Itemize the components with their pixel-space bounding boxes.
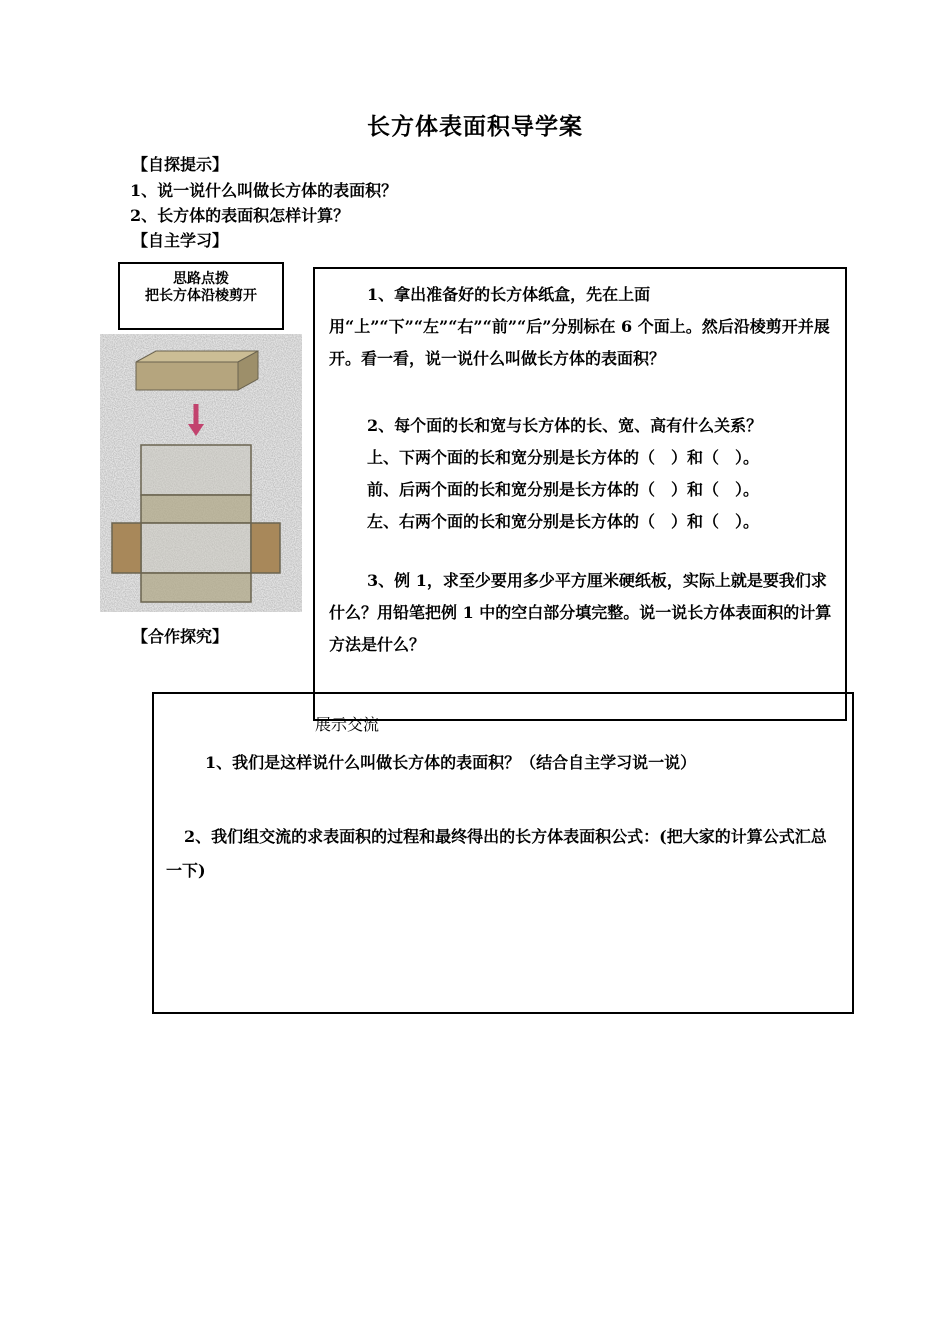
study-question-2: 2、每个面的长和宽与长方体的长、宽、高有什么关系？ — [367, 416, 763, 435]
hint-line-2: 把长方体沿棱剪开 — [145, 288, 257, 304]
net-face-left — [112, 523, 141, 573]
share-heading: 展示交流 — [315, 715, 380, 734]
study-question-2-row-3: 左、右两个面的长和宽分别是长方体的（ ）和（ ）。 — [367, 512, 760, 531]
study-question-1: 1、拿出准备好的长方体纸盒，先在上面用“上”“下”“左”“右”“前”“后”分别标在 6 个面上。然后沿棱剪开并展开。看一看，说一说什么叫做长方体的表面积？ — [329, 285, 830, 368]
net-face-bottom — [141, 523, 251, 573]
net-face-right — [251, 523, 280, 573]
study-question-2-row-2: 前、后两个面的长和宽分别是长方体的（ ）和（ ）。 — [367, 480, 760, 499]
net-face-back — [141, 573, 251, 602]
box-top-face — [136, 351, 258, 362]
hint-box — [118, 262, 284, 330]
prompt-heading: 【自探提示】 — [132, 155, 229, 174]
study-question-2-row-1: 上、下两个面的长和宽分别是长方体的（ ）和（ ）。 — [367, 448, 760, 467]
share-question-2: 2、我们组交流的求表面积的过程和最终得出的长方体表面积公式：(把大家的计算公式汇总一下) — [166, 827, 827, 880]
page-title: 长方体表面积导学案 — [367, 113, 583, 140]
cooperation-heading: 【合作探究】 — [132, 627, 229, 646]
self-study-heading: 【自主学习】 — [132, 231, 229, 250]
cuboid-net-image — [100, 334, 302, 612]
hint-line-1: 思路点拨 — [173, 271, 229, 287]
prompt-item-1: 1、说一说什么叫做长方体的表面积？ — [130, 181, 398, 200]
box-front-face — [136, 362, 238, 390]
self-study-box — [313, 267, 847, 721]
net-face-top — [141, 445, 251, 495]
share-question-1: 1、我们是这样说什么叫做长方体的表面积？（结合自主学习说一说） — [205, 753, 697, 772]
prompt-item-2: 2、长方体的表面积怎样计算？ — [130, 206, 350, 225]
net-face-front — [141, 495, 251, 523]
study-question-3: 3、例 1，求至少要用多少平方厘米硬纸板，实际上就是要我们求什么？用铅笔把例 1 中的空白部分填完整。说一说长方体表面积的计算方法是什么？ — [329, 571, 832, 654]
